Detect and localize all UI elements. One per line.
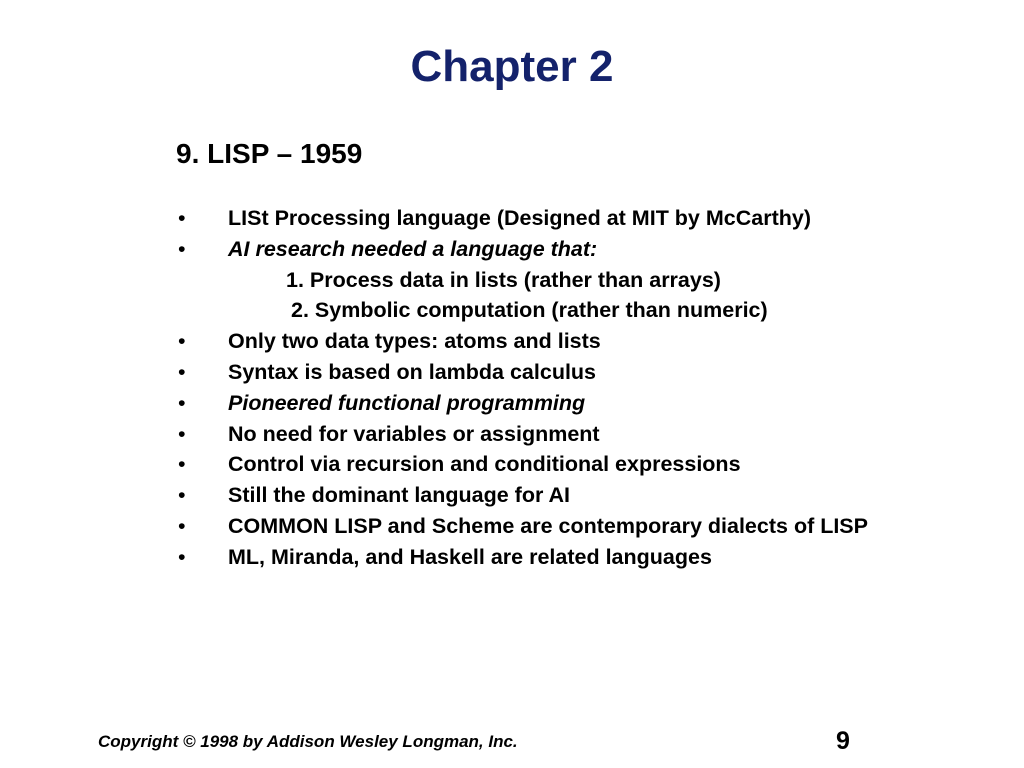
sub-list-item-text: 1. Process data in lists (rather than arrays) bbox=[286, 267, 721, 292]
slide-title: Chapter 2 bbox=[410, 42, 614, 91]
bullet-icon: • bbox=[178, 390, 186, 415]
bullet-icon: • bbox=[178, 483, 186, 508]
page-number: 9 bbox=[836, 727, 850, 755]
bullet-icon: • bbox=[178, 236, 186, 261]
list-item bbox=[178, 542, 1018, 573]
list-item bbox=[178, 419, 1018, 450]
list-item bbox=[178, 326, 1018, 357]
bullet-icon: • bbox=[178, 544, 186, 569]
list-item-text: Pioneered functional programming bbox=[228, 390, 586, 415]
sub-list-item bbox=[178, 295, 1018, 326]
sub-list-item-text: 2. Symbolic computation (rather than numeric) bbox=[291, 298, 768, 323]
sub-list-item bbox=[178, 265, 1018, 296]
list-item bbox=[178, 234, 1018, 265]
list-item bbox=[178, 480, 1018, 511]
bullet-icon: • bbox=[178, 329, 186, 354]
list-item-text: AI research needed a language that: bbox=[228, 236, 598, 261]
footer-copyright: Copyright © 1998 by Addison Wesley Longman, Inc. bbox=[98, 732, 518, 751]
bullet-icon: • bbox=[178, 513, 186, 538]
bullet-icon: • bbox=[178, 421, 186, 446]
list-item bbox=[178, 203, 1018, 234]
list-item-text: COMMON LISP and Scheme are contemporary dialects of LISP bbox=[228, 513, 868, 538]
section-heading: 9. LISP – 1959 bbox=[176, 138, 363, 169]
list-item-text: Control via recursion and conditional expressions bbox=[228, 452, 741, 477]
list-item-text: LISt Processing language (Designed at MIT by McCarthy) bbox=[228, 206, 811, 230]
list-item-text: No need for variables or assignment bbox=[228, 421, 600, 446]
list-item-text: ML, Miranda, and Haskell are related languages bbox=[228, 544, 712, 569]
content-list bbox=[178, 203, 1018, 573]
bullet-icon: • bbox=[178, 359, 186, 384]
list-item bbox=[178, 388, 1018, 419]
list-item bbox=[178, 449, 1018, 480]
list-item-text: Still the dominant language for AI bbox=[228, 483, 571, 508]
bullet-icon: • bbox=[178, 206, 186, 230]
list-item-text: Syntax is based on lambda calculus bbox=[228, 359, 597, 384]
list-item bbox=[178, 511, 1018, 542]
list-item-text: Only two data types: atoms and lists bbox=[228, 329, 601, 354]
bullet-icon: • bbox=[178, 452, 186, 477]
list-item bbox=[178, 357, 1018, 388]
